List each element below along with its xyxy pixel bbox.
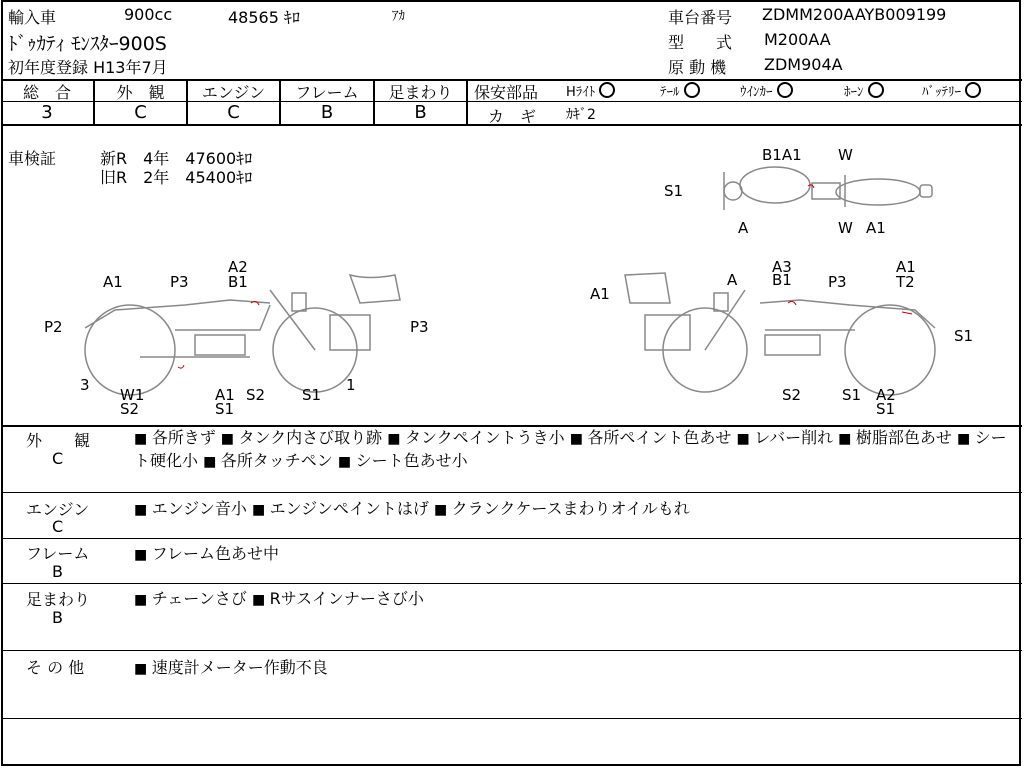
remark-item: 樹脂部色あせ: [855, 428, 957, 447]
right-bike: [625, 273, 935, 395]
divider: [1, 538, 1022, 539]
remark-grade: C: [52, 517, 64, 536]
damage-code-label: A1: [590, 285, 610, 303]
grade-exterior-value: C: [134, 102, 147, 123]
bullet-icon: ■: [134, 431, 152, 447]
remark-item: レバー削れ: [754, 428, 839, 447]
divider: [466, 101, 1022, 102]
bullet-icon: ■: [956, 431, 975, 447]
ok-circle-icon: [868, 82, 884, 98]
damage-code-label: A: [727, 271, 738, 289]
remark-item: 各所タッチペン: [220, 451, 338, 470]
remark-item: クランクケースまわりオイルもれ: [451, 499, 690, 518]
bullet-icon: ■: [569, 431, 588, 447]
remark-items: [134, 586, 424, 609]
bullet-icon: ■: [251, 502, 270, 518]
damage-code-label: B1: [228, 273, 248, 291]
engine-label: 原 動 機: [668, 58, 727, 77]
import-label: 輸入車: [8, 8, 57, 27]
damage-code-label: 3: [80, 376, 90, 394]
divider: [1, 718, 1022, 719]
damage-code-label: S2: [120, 400, 140, 418]
bullet-icon: ■: [736, 431, 755, 447]
bullet-icon: ■: [433, 502, 452, 518]
damage-code-label: A1: [103, 273, 123, 291]
damage-code-label: A2: [876, 386, 896, 404]
key-value: ｶｷﾞ2: [566, 107, 596, 123]
grade-frame-label: フレーム: [295, 83, 359, 102]
bullet-icon: ■: [838, 431, 856, 447]
inspection-label: 車検証: [8, 149, 57, 168]
divider: [1, 583, 1022, 584]
bullet-icon: ■: [134, 547, 152, 563]
damage-code-label: A2: [228, 258, 248, 276]
remark-category: 足まわり: [26, 590, 91, 609]
damage-mark: [808, 185, 814, 188]
damage-code-label: A1: [215, 386, 235, 404]
remark-items: [134, 655, 328, 678]
remark-item: チェーンさび: [151, 589, 252, 608]
remark-item: シート硬化小: [134, 428, 1007, 470]
bullet-icon: ■: [134, 661, 152, 677]
damage-code-label: S1: [954, 327, 974, 345]
displacement: 900cc: [124, 5, 173, 24]
divider: [1, 650, 1022, 651]
mileage: 48565 ｷﾛ: [228, 8, 300, 27]
damage-code-label: A: [738, 219, 749, 237]
top-view-bike: [724, 167, 932, 210]
damage-code-label: T2: [896, 273, 915, 291]
grade-engine-label: エンジン: [201, 83, 266, 102]
safety-horn: ﾎｰﾝ: [844, 81, 884, 100]
safety-headlight: Hﾗｲﾄ: [566, 81, 615, 100]
damage-code-label: P3: [828, 273, 847, 291]
remark-grade: B: [52, 562, 63, 581]
divider: [1, 492, 1022, 493]
remark-category: そ の 他: [26, 658, 85, 677]
damage-code-label: P3: [410, 318, 429, 336]
remark-item: エンジン音小: [151, 499, 252, 518]
color: ｱｶ: [392, 9, 405, 24]
remark-item: エンジンペイントはげ: [269, 499, 434, 518]
remark-item: タンクペイントうき小: [404, 428, 570, 447]
remark-item: シート色あせ小: [355, 451, 468, 470]
divider: [466, 79, 468, 125]
remark-category: 外 観: [26, 431, 91, 450]
safety-battery: ﾊﾞｯﾃﾘｰ: [922, 81, 981, 100]
inspection-old: 旧R 2年 45400ｷﾛ: [100, 168, 253, 187]
grade-exterior-label: 外 観: [116, 83, 165, 102]
damage-code-label: B1: [772, 271, 792, 289]
damage-code-label: S1: [302, 386, 322, 404]
damage-code-label: W: [838, 219, 853, 237]
grade-frame-value: B: [320, 102, 334, 123]
key-label: カ ギ: [488, 107, 537, 126]
remark-category: エンジン: [26, 500, 90, 519]
remark-item: 各所ペイント色あせ: [587, 428, 737, 447]
damage-code-label: S2: [782, 386, 802, 404]
frame-no-label: 車台番号: [668, 8, 733, 27]
bullet-icon: ■: [134, 592, 152, 608]
damage-code-label: W: [838, 146, 853, 164]
safety-taillight: ﾃｰﾙ: [660, 81, 700, 100]
safety-winker: ｳｲﾝｶｰ: [740, 81, 793, 100]
model-name: ﾄﾞｩｶﾃｨ ﾓﾝｽﾀｰ900S: [8, 33, 167, 55]
ok-circle-icon: [599, 82, 615, 98]
grade-suspension-label: 足まわり: [388, 83, 453, 102]
remark-item: フレーム色あせ中: [151, 544, 280, 563]
safety-label: 保安部品: [474, 83, 539, 102]
remark-category: フレーム: [26, 544, 90, 563]
remark-grade: B: [52, 608, 63, 627]
damage-code-label: 1: [346, 376, 356, 394]
remark-item: タンク内さび取り跡: [238, 428, 388, 447]
remark-items: [134, 496, 690, 519]
grade-total-label: 総 合: [22, 83, 71, 102]
damage-code-label: P2: [44, 318, 63, 336]
frame-no: ZDMM200AAYB009199: [762, 5, 947, 24]
remark-items: [134, 541, 279, 564]
damage-code-label: B1A1: [762, 146, 802, 164]
grade-engine-value: C: [227, 102, 240, 123]
damage-code-label: S1: [664, 182, 684, 200]
remark-grade: C: [52, 449, 64, 468]
first-registration: 初年度登録 H13年7月: [8, 58, 168, 77]
damage-code-label: S1: [842, 386, 862, 404]
damage-code-label: W1: [120, 386, 145, 404]
inspection-new: 新R 4年 47600ｷﾛ: [100, 149, 253, 168]
ok-circle-icon: [777, 82, 793, 98]
grade-suspension-value: B: [414, 102, 427, 123]
damage-code-label: A1: [866, 219, 886, 237]
damage-code-label: S1: [876, 400, 896, 418]
damage-code-label: P3: [170, 273, 189, 291]
bullet-icon: ■: [337, 454, 356, 470]
bullet-icon: ■: [203, 454, 221, 470]
damage-code-label: A3: [772, 258, 792, 276]
ok-circle-icon: [965, 82, 981, 98]
grade-total-value: 3: [41, 102, 53, 123]
remark-item: 各所きず: [151, 428, 221, 447]
bullet-icon: ■: [220, 431, 239, 447]
type-value: M200AA: [764, 30, 831, 49]
remark-item: 速度計メーター作動不良: [151, 658, 328, 677]
ok-circle-icon: [684, 82, 700, 98]
damage-diagram: [0, 125, 1024, 425]
remark-items: [134, 427, 1014, 473]
damage-code-label: S1: [215, 400, 235, 418]
remark-item: Rサスインナーさび小: [269, 589, 424, 608]
bullet-icon: ■: [251, 592, 270, 608]
type-label: 型 式: [668, 33, 733, 52]
damage-code-label: S2: [246, 386, 266, 404]
bullet-icon: ■: [134, 502, 152, 518]
damage-code-label: A1: [896, 258, 916, 276]
engine-value: ZDM904A: [764, 55, 843, 74]
bullet-icon: ■: [387, 431, 405, 447]
